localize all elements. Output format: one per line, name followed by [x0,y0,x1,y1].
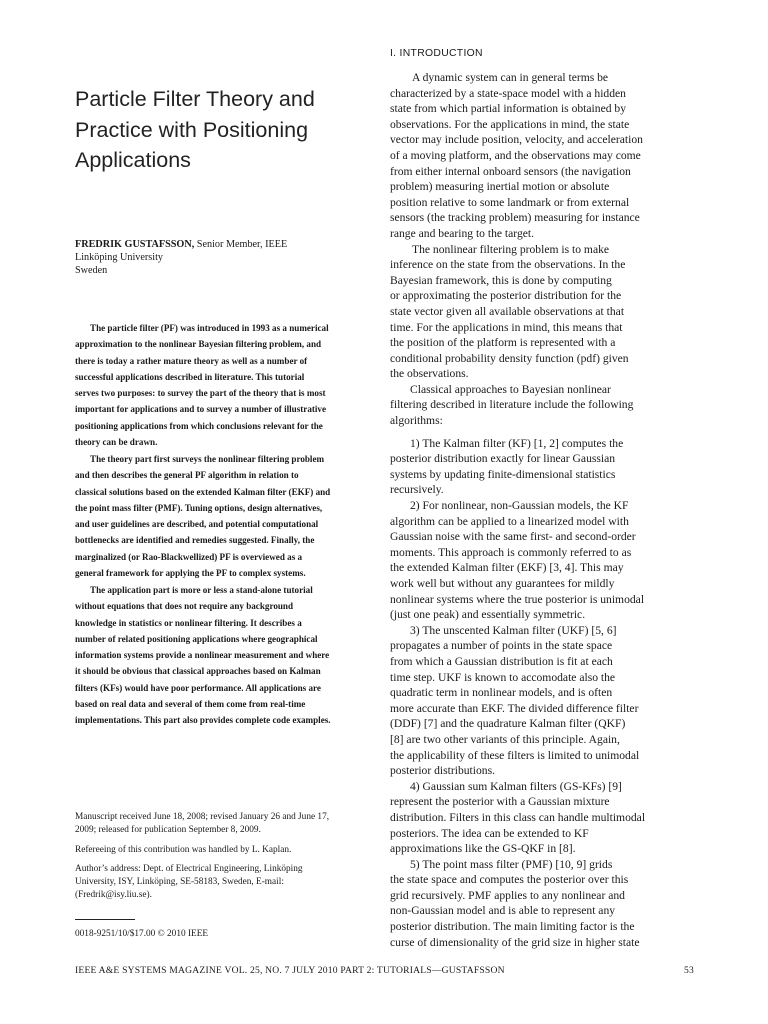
list-item-line: time step. UKF is known to accomodate also the [390,670,616,684]
abstract-line: the point mass filter (PMF). Tuning options, design alternatives, [75,502,323,513]
body-line: of a moving platform, and the observations may come [390,148,641,162]
body-line: Bayesian framework, this is done by computing [390,273,612,287]
list-item-line: 1) The Kalman filter (KF) [1, 2] computes the [410,436,624,450]
abstract-paragraph-2 [75,451,377,581]
list-item-line: approximations like the GS-QKF in [8]. [390,842,576,856]
author-name: FREDRIK GUSTAFSSON, [75,239,195,250]
author-country: Sweden [75,265,108,276]
body-line: from either internal onboard sensors (the navigation [390,164,631,178]
title-line: Applications [75,148,191,172]
body-line: observations. For the applications in mind, the state [390,117,630,131]
list-item-line: curse of dimensionality of the grid size in higher state [390,935,640,949]
note-line: University, ISY, Linköping, SE-58183, Sweden, E-mail: [75,877,284,888]
body-line: filtering described in literature include the following [390,398,634,412]
author-membership: Senior Member, IEEE [194,239,288,250]
list-item-line: more accurate than EKF. The divided difference filter [390,701,639,715]
abstract-line: serves two purposes: to survey the part of the theory that is most [75,388,326,398]
abstract-line: without equations that does not require any background [75,601,294,612]
title-line: Practice with Positioning [75,117,309,142]
abstract-line: knowledge in statistics or nonlinear filtering. It describes a [75,617,302,628]
list-item-line: posterior distributions. [390,764,495,778]
body-line: position relative to some landmark or from external [390,195,630,209]
abstract-line: successful applications described in literature. This tutorial [75,371,305,382]
list-item-line: distribution. Filters in this class can handle multimodal [390,810,646,824]
abstract-line: The particle filter (PF) was introduced in 1993 as a numerical [90,323,329,333]
list-item-line: posterior distribution exactly for linear Gaussian [390,452,616,466]
list-item-line: the state space and computes the posterior over this [390,873,629,887]
list-item-line: from which a Gaussian distribution is fit at each [390,654,613,668]
abstract-line: and then describes the general PF algorithm in relation to [75,470,299,481]
abstract-line: it should be obvious that classical approaches based on Kalman [75,666,321,677]
section-heading: I. INTRODUCTION [390,48,483,59]
abstract-line: The application part is more or less a stand-alone tutorial [90,585,313,595]
list-item-line: propagates a number of points in the state space [390,639,613,653]
paper-title [75,84,375,176]
body-line: characterized by a state-space model with a hidden [390,86,626,100]
page-number: 53 [684,965,694,976]
address-note [75,863,377,903]
note-line: Manuscript received June 18, 2008; revised January 26 and June 17, [75,812,330,822]
manuscript-note [75,811,377,838]
body-line: problem) measuring inertial motion or absolute [390,180,610,194]
body-line: time. For the applications in mind, this means that [390,320,623,334]
abstract-line: bottlenecks are identified and remedies suggested. Finally, the [75,535,315,546]
abstract-line: positioning applications from which conclusions relevant for the [75,420,323,431]
body-line: Classical approaches to Bayesian nonlinear [410,382,611,396]
list-item-line: represent the posterior with a Gaussian mixture [390,795,610,809]
note-line: Author’s address: Dept. of Electrical Engineering, Linköping [75,863,303,874]
running-head: IEEE A&E SYSTEMS MAGAZINE VOL. 25, NO. 7 JULY 2010 PART 2: TUTORIALS—GUSTAFSSON [75,965,505,976]
abstract-paragraph-3 [75,582,377,728]
body-line: or approximating the posterior distribution for the [390,289,622,303]
list-item-line: 5) The point mass filter (PMF) [10, 9] grids [410,857,613,871]
list-item-line: the extended Kalman filter (EKF) [3, 4]. This may [390,561,624,575]
note-line: Refereeing of this contribution was handled by L. Kaplan. [75,844,292,855]
body-line: vector may include position, velocity, and acceleration [390,133,643,147]
body-line: conditional probability density function (pdf) given [390,351,629,365]
body-line: state vector given all available observations at that [390,304,625,318]
abstract-line: there is today a rather mature theory as well as a number of [75,355,308,366]
abstract-line: approximation to the nonlinear Bayesian filtering problem, and [75,339,322,350]
abstract-line: information systems provide a nonlinear measurement and where [75,650,330,660]
abstract-line: marginalized (or Rao-Blackwellized) PF is overviewed as a [75,551,303,562]
body-line: The nonlinear filtering problem is to make [412,242,610,256]
note-line: (Fredrik@isy.liu.se). [75,890,152,901]
list-item-line: 4) Gaussian sum Kalman filters (GS-KFs) [9] [410,779,622,793]
body-line: range and bearing to the target. [390,226,535,240]
list-item-line: nonlinear systems where the true posterior is unimodal [390,592,645,606]
abstract-line: based on real data and several of them come from real-time [75,698,306,709]
issn-copyright: 0018-9251/10/$17.00 © 2010 IEEE [75,929,209,939]
body-line: A dynamic system can in general terms be [412,71,609,84]
abstract-line: classical solutions based on the extended Kalman filter (EKF) and [75,486,331,497]
body-line: algorithms: [390,414,443,428]
list-item-line: the applicability of these filters is limited to unimodal [390,748,640,762]
abstract-line: general framework for applying the PF to complex systems. [75,567,306,578]
list-item-line: Gaussian noise with the same first- and second-order [390,530,636,544]
abstract-line: and user guidelines are described, and potential computational [75,519,319,529]
list-item-line: [8] are two other variants of this principle. Again, [390,732,620,746]
abstract-paragraph-1 [75,320,377,450]
title-line: Particle Filter Theory and [75,87,315,111]
list-item-line: quadratic term in nonlinear models, and is often [390,686,613,700]
body-line: sensors (the tracking problem) measuring for instance [390,211,640,225]
list-item-line: recursively. [390,483,444,497]
body-line: inference on the state from the observations. In the [390,258,626,272]
abstract-line: number of related positioning applications where geographical [75,633,318,644]
list-item-line: 3) The unscented Kalman filter (UKF) [5, 6] [410,623,617,637]
introduction-body [390,70,700,950]
author-block [75,238,375,277]
list-item-line: non-Gaussian model and is able to represent any [390,904,616,918]
abstract-line: important for applications and to survey a number of illustrative [75,404,327,415]
abstract-line: theory can be drawn. [75,436,158,447]
body-line: the position of the platform is represented with a [390,336,616,350]
list-item-line: posteriors. The idea can be extended to KF [390,826,589,840]
list-item-line: systems by updating finite-dimensional statistics [390,467,616,481]
refereeing-note [75,844,377,857]
list-item-line: (just one peak) and essentially symmetric. [390,608,586,622]
body-line: state from which partial information is obtained by [390,102,627,116]
list-item-line: grid recursively. PMF applies to any nonlinear and [390,888,625,902]
body-line: the observations. [390,367,469,381]
list-item-line: 2) For nonlinear, non-Gaussian models, the KF [410,499,629,513]
note-line: 2009; released for publication September 8, 2009. [75,825,261,836]
footnote-rule [75,919,135,920]
list-item-line: algorithm can be applied to a linearized model with [390,514,629,528]
author-affiliation: Linköping University [75,252,164,263]
list-item-line: (DDF) [7] and the quadrature Kalman filter (QKF) [390,717,626,731]
list-item-line: posterior distribution. The main limiting factor is the [390,920,635,934]
abstract [75,320,377,729]
abstract-line: implementations. This part also provides complete code examples. [75,715,331,725]
page-footer [75,965,694,979]
abstract-line: The theory part first surveys the nonlinear filtering problem [90,454,325,464]
abstract-line: filters (KFs) would have poor performance. All applications are [75,682,321,693]
list-item-line: moments. This approach is commonly referred to as [390,545,632,559]
footnotes [75,811,377,909]
list-item-line: work well but without any guarantees for mildly [390,577,615,590]
